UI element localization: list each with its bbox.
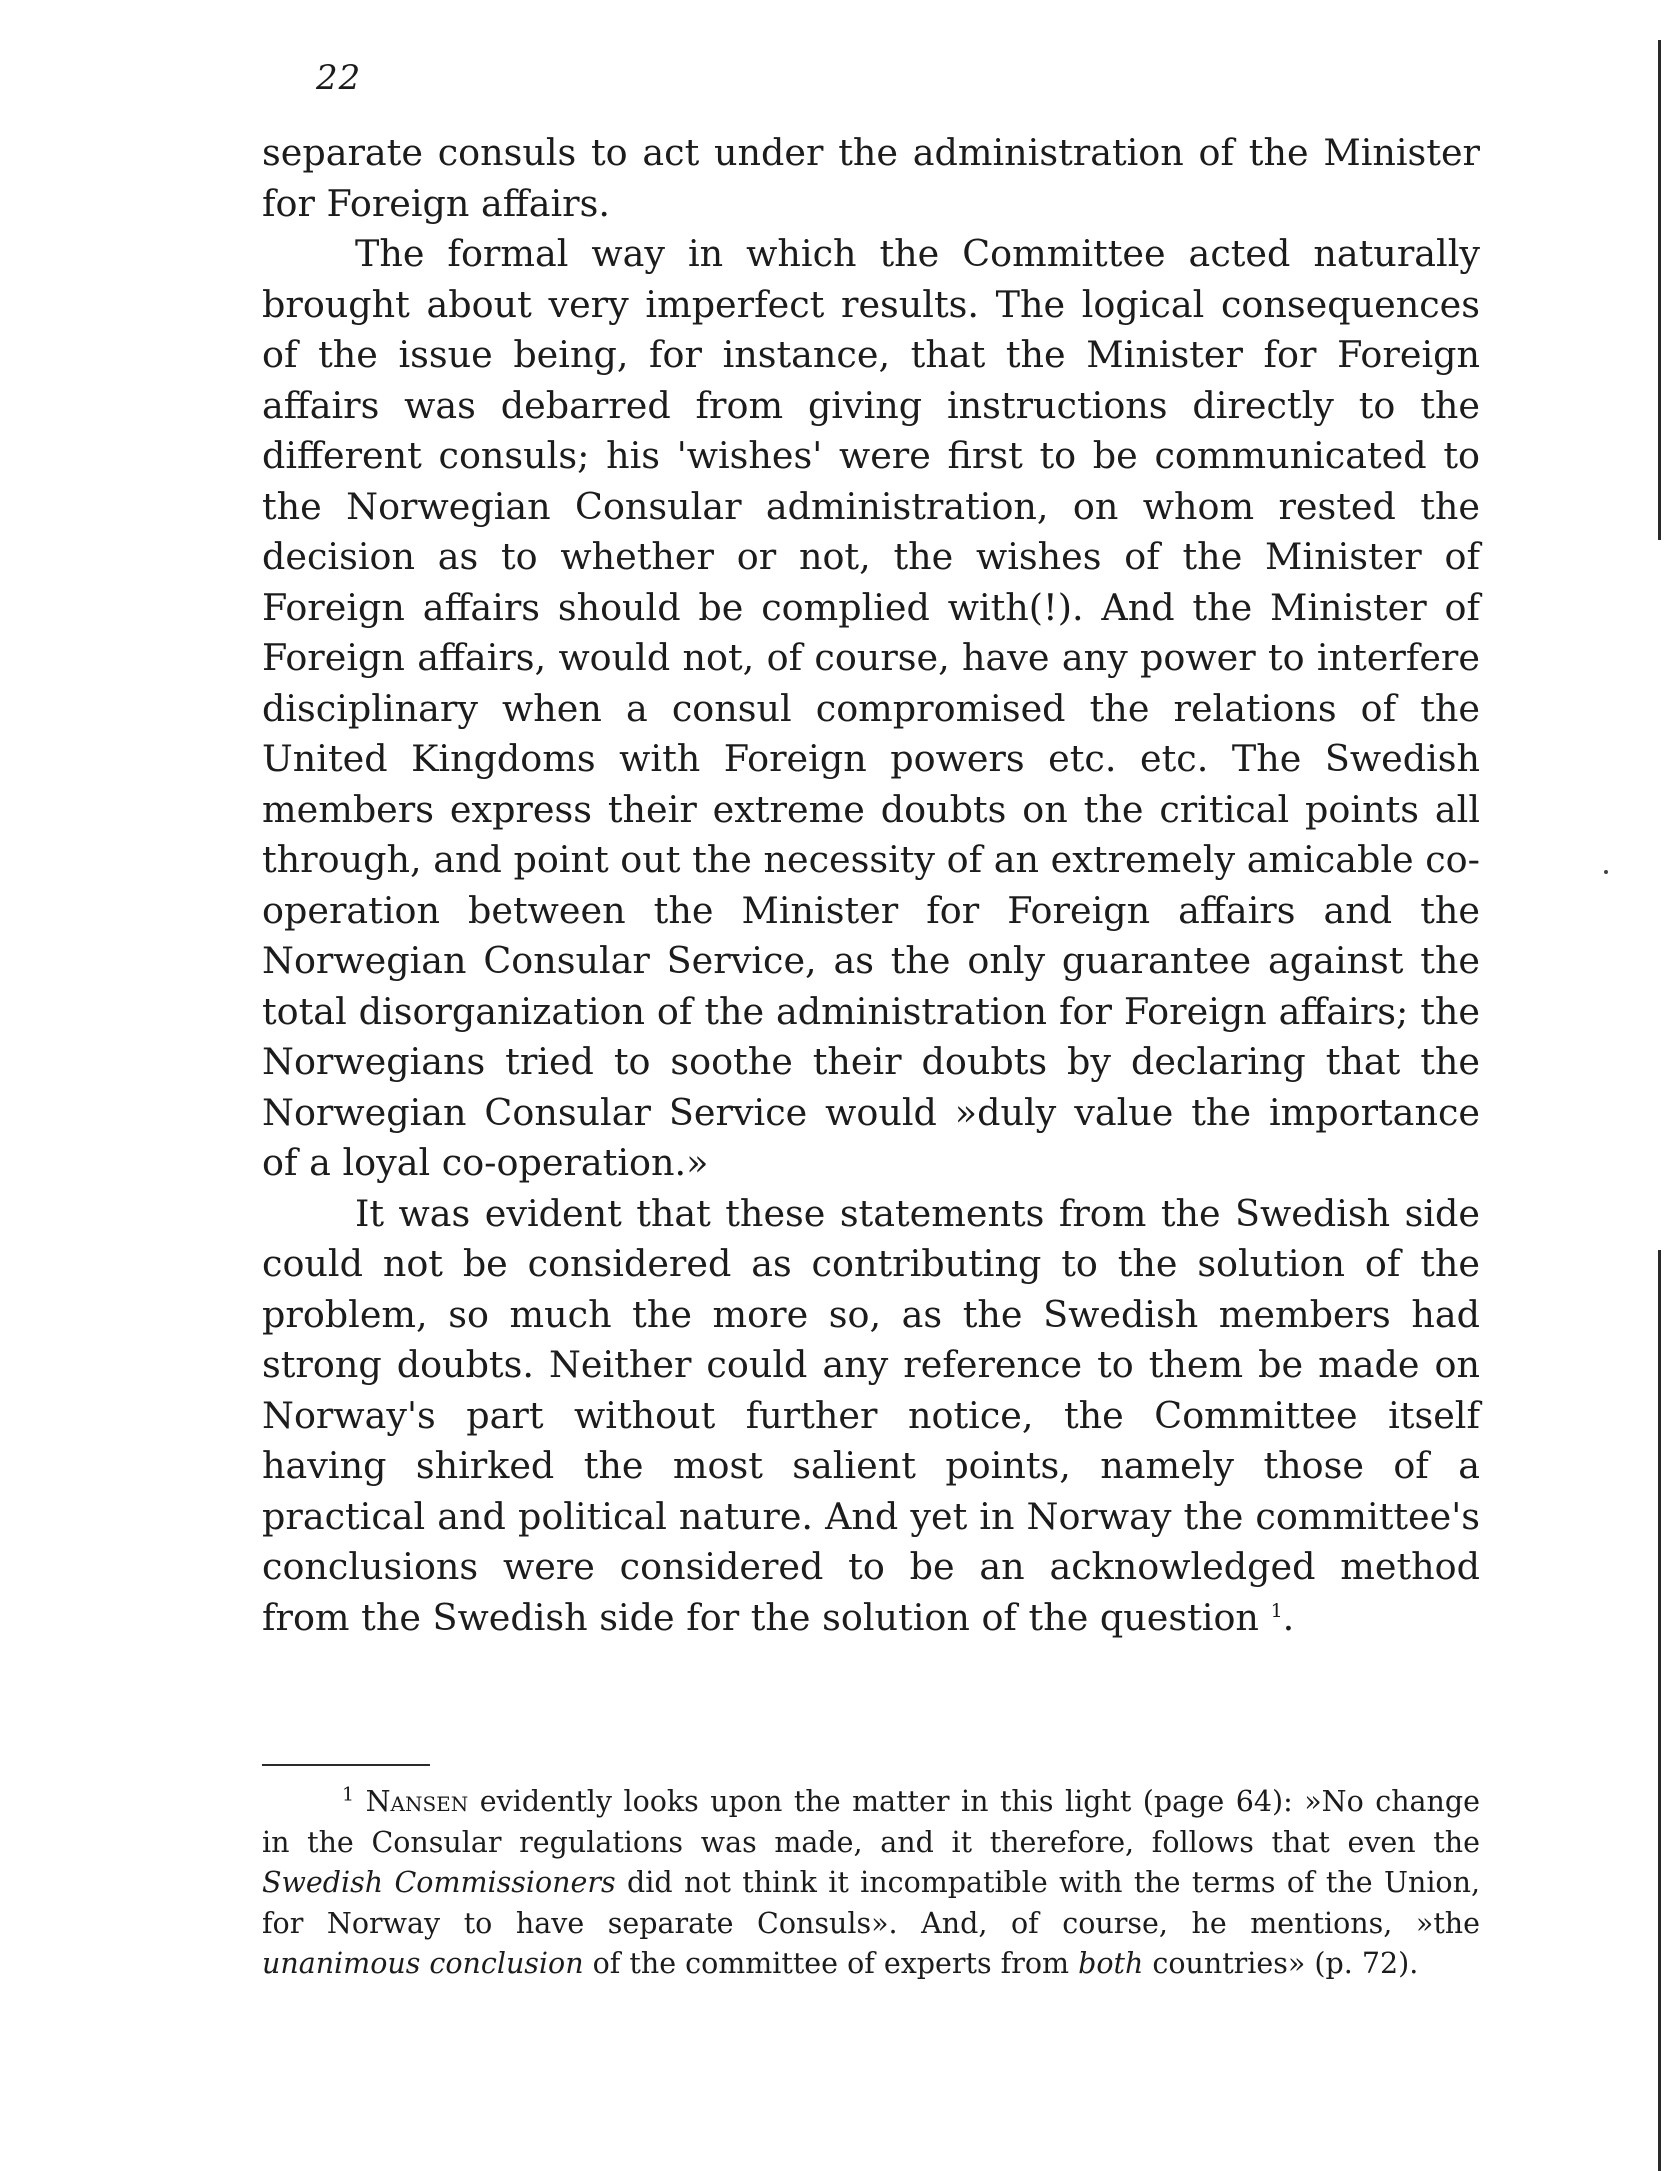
- footnote-author: Nansen: [365, 1785, 469, 1818]
- paragraph-swedish-statements: It was evident that these statements from the Swedish side could not be considered as contributing to the solution of the problem, so much the more so, as the Swedish members had strong doubts. Neither could any reference to them be made on Norway's part without further notice, the Committee itself having shirked the most salient points, namely those of a practical and political nature. And yet in Norway the committee's conclusions were considered to be an acknowledged method from the Swedish side for the solution of the question $^1$.: [262, 1191, 1480, 1639]
- page-edge-line-lower: [1658, 1250, 1661, 2171]
- paragraph-continuation: separate consuls to act under the administration of the Minister for Foreign affairs.: [262, 131, 1480, 225]
- body-text: [262, 128, 1480, 1643]
- paragraph-committee-results: The formal way in which the Committee acted naturally brought about very imperfect results. The logical consequences of the issue being, for instance, that the Minister for Foreign affairs was debarred from giving instructions directly to the different consuls; his 'wishes' were first to be communicated to the Norwegian Consular administration, on whom rested the decision as to whether or not, the wishes of the Minister of Foreign affairs should be complied with(!). And the Minister of Foreign affairs, would not, of course, have any power to interfere disciplinary when a consul compromised the relations of the United Kingdoms with Foreign powers etc. etc. The Swedish members express their extreme doubts on the critical points all through, and point out the necessity of an extremely amicable co-operation between the Minister for Foreign affairs and the Norwegian Consular Service, as the only guarantee against the total disorganization of the administration for Foreign affairs; the Norwegians tried to soothe their doubts by declaring that the Norwegian Consular Service would »duly value the importance of a loyal co-operation.»: [262, 232, 1480, 1184]
- footnote-reference: 1: [1270, 1599, 1283, 1622]
- footnote: [262, 1782, 1480, 1985]
- footnote-italic-3: both: [1078, 1947, 1144, 1980]
- footnote-italic-2: unanimous conclusion: [262, 1947, 584, 1980]
- footnote-text-4: countries» (p. 72).: [1143, 1947, 1419, 1980]
- page-number: 22: [316, 58, 362, 98]
- footnote-text-3: of the committee of experts from: [583, 1947, 1079, 1980]
- footnote-divider: [262, 1764, 430, 1766]
- scan-speck: [1604, 870, 1608, 874]
- footnote-text-1: evidently looks upon the matter in this light (page 64): »No change in the Consular regulations was made, and it therefore, follows that even the: [262, 1785, 1481, 1859]
- footnote-marker: 1: [342, 1783, 355, 1806]
- page-edge-line-upper: [1658, 40, 1661, 540]
- footnote-italic-1: Swedish Commissioners: [262, 1866, 616, 1899]
- paragraph-swedish-statements-text: It was evident that these statements from the Swedish side could not be considered as contributing to the solution of the problem, so much the more so, as the Swedish members had strong doubts. Neither could any reference to them be made on Norway's part without further notice, the Committee itself having shirked the most salient points, namely those of a practical and political nature. And yet in Norway the committee's conclusions were considered to be an acknowledged method from the Swedish side for the solution of the question: [262, 1191, 1480, 1639]
- footnote-text-2: did not think it incompatible with the terms of the Union, for Norway to have separate Consuls». And, of course, he mentions, »the: [262, 1866, 1481, 1940]
